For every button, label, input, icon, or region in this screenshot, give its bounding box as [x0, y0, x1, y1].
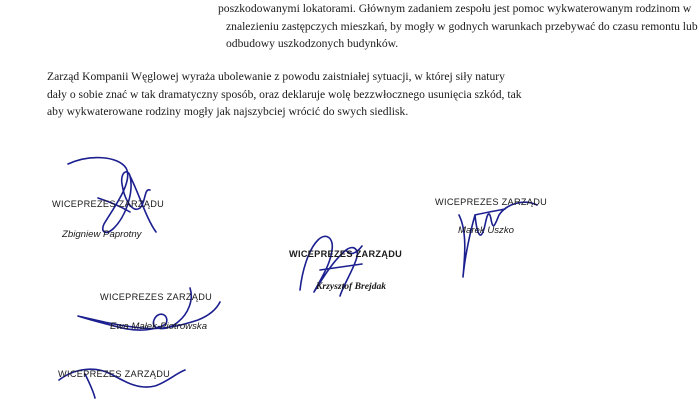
signatory-role: WICEPREZES ZARZĄDU	[100, 292, 213, 302]
paragraph-line: odbudowy uszkodzonych budynków.	[226, 37, 399, 50]
handwritten-signature-4	[70, 280, 230, 350]
paragraph-line: poszkodowanymi lokatorami. Głównym zadaniem zespołu jest pomoc wykwaterowanym rodzinom w	[218, 2, 692, 15]
signatory-role: WICEPREZES ZARZĄDU	[58, 369, 171, 379]
paragraph-1	[218, 0, 698, 53]
handwritten-signature-5	[55, 360, 195, 400]
paragraph-line: aby wykwaterowane rodziny mogły jak najszybciej wrócić do swych siedlisk.	[47, 105, 409, 118]
signatory-name: Krzysztof Brejdak	[316, 281, 387, 292]
signatory-name: Marek Uszko	[458, 225, 514, 236]
paragraph-line: Zarząd Kompanii Węglowej wyraża ubolewanie z powodu zaistniałej sytuacji, w której siły natury	[47, 70, 505, 83]
paragraph-line: dały o sobie znać w tak dramatyczny sposób, oraz deklaruje wolę bezzwłocznego usunięcia szkód, tak	[47, 87, 522, 101]
paragraph-2	[47, 68, 556, 121]
signatory-name: Zbigniew Paprotny	[62, 229, 142, 240]
signatory-role: WICEPREZES ZARZĄDU	[435, 197, 548, 207]
signatory-role: WICEPREZES ZARZĄDU	[289, 249, 403, 259]
paragraph-line: znalezieniu zastępczych mieszkań, by mogły w godnych warunkach przebywać do czasu remontu lub	[226, 19, 698, 33]
signatory-name: Ewa Małek-Piotrowska	[110, 321, 208, 332]
handwritten-signature-3	[289, 220, 403, 310]
signatory-role: WICEPREZES ZARZĄDU	[52, 199, 165, 209]
